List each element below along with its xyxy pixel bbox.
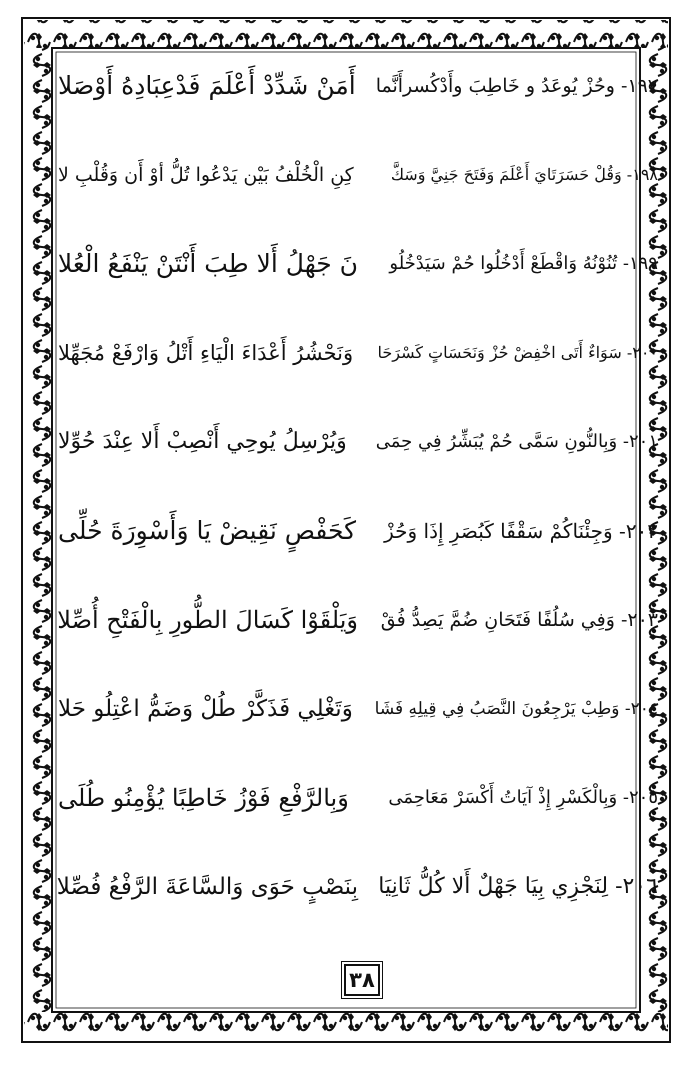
verse-197 <box>58 50 658 110</box>
verse-second-hemistich: أَمَنْ شَدِّدْ أَعْلَمَ فَدْعِبَادِهُ أَوْصَلا <box>58 71 356 100</box>
verse-203 <box>58 584 658 644</box>
verse-second-hemistich: كَحَفْصٍ نَقِيضْ يَا وَأَسْوِرَةَ حُلِّى <box>58 516 357 545</box>
verse-202 <box>58 495 658 555</box>
verse-198 <box>58 139 658 199</box>
verse-201 <box>58 406 658 466</box>
verse-second-hemistich: وَيُرْسِلُ يُوحِي أَنْصِبْ أَلا عِنْدَ حُوِّلا <box>58 429 347 454</box>
verse-199 <box>58 228 658 288</box>
verse-205 <box>58 762 658 822</box>
verse-first-hemistich: ٢٠٠- سَوَاءٌ أَتَى اخْفِضْ حُزْ وَنَحَسَاتٍ كَسْرَحَا <box>377 343 658 362</box>
verse-206 <box>58 851 658 911</box>
verse-second-hemistich: نَ جَهْلُ أَلا طِبَ أَنْتَنْ يَنْفَعُ الْعُلا <box>57 249 358 278</box>
poem-verses <box>58 50 658 950</box>
verse-first-hemistich: ١٩٧- وحُزْ يُوعَدُ و خَاطِبَ وأَدْكُسرأَنَّما <box>375 75 658 97</box>
verse-first-hemistich: ٢٠٢- وَجِئْنَاكُمْ سَقْفًا كَبُصَرِ إِذَا وَحُزْ <box>384 519 658 543</box>
verse-second-hemistich: بِنَصْبٍ حَوَى وَالسَّاعَةَ الرَّفْعُ فُصِّلا <box>56 874 358 900</box>
verse-first-hemistich: ١٩٨- وَقُلْ حَسَرَتَايَ أَعْلَمَ وَفَتَحَ جَنِيَّ وَسَكَّ <box>390 165 658 184</box>
verse-first-hemistich: ١٩٩- تُنُوْنُهُ وَاقْطَعْ أَدْخُلُوا حُمْ سَيَدْخُلُو <box>389 253 658 274</box>
verse-204 <box>58 673 658 733</box>
page-number: ٣٨ <box>344 964 380 996</box>
verse-second-hemistich: كِنِ الْخُلْفُ بَيْن يَدْعُوا تُلُّ أوْ أَن وَقُلْبِ لا <box>58 164 354 186</box>
verse-second-hemistich: وَيَلْقَوْا كَسَالَ الطُّورِ بِالْفَتْحِ أُصِّلا <box>57 606 358 634</box>
verse-first-hemistich: ٢٠١- وَبِالنُّونِ سَمَّى حُمْ يُبَشِّرُ فِي حِمَى <box>375 431 658 452</box>
verse-second-hemistich: وَنَحْشُرُ أَعْدَاءَ الْيَاءِ أَتْلُ وَارْفَعْ مُجَهِّلا <box>58 341 354 365</box>
verse-200 <box>58 317 658 377</box>
verse-second-hemistich: وَبِالرَّفْعِ فَوْزُ خَاطِبًا يُؤْمِنُو طُلَى <box>58 784 349 812</box>
verse-first-hemistich: ٢٠٤- وَطِبْ يَرْجِعُونَ النَّصَبُ فِي قِيلِهِ فَشَا <box>374 699 658 719</box>
verse-second-hemistich: وَتَغْلِي فَذَكَّرْ طُلْ وَضَمُّ اعْتِلُو حَلا <box>58 696 353 722</box>
verse-first-hemistich: ٢٠٦- لِنَجْزِي بِيَا جَهْلٌ أَلا كُلُّ ثَانِيَا <box>378 874 658 899</box>
verse-first-hemistich: ٢٠٥- وَبِالْكَسْرِ إِذْ آيَاتُ أَكْسَرْ مَعَاحِمَى <box>388 787 658 808</box>
verse-first-hemistich: ٢٠٣- وَفِي سُلُفًا فَتَحَانِ ضُمَّ يَصِدُّ فُقْ <box>380 609 658 631</box>
